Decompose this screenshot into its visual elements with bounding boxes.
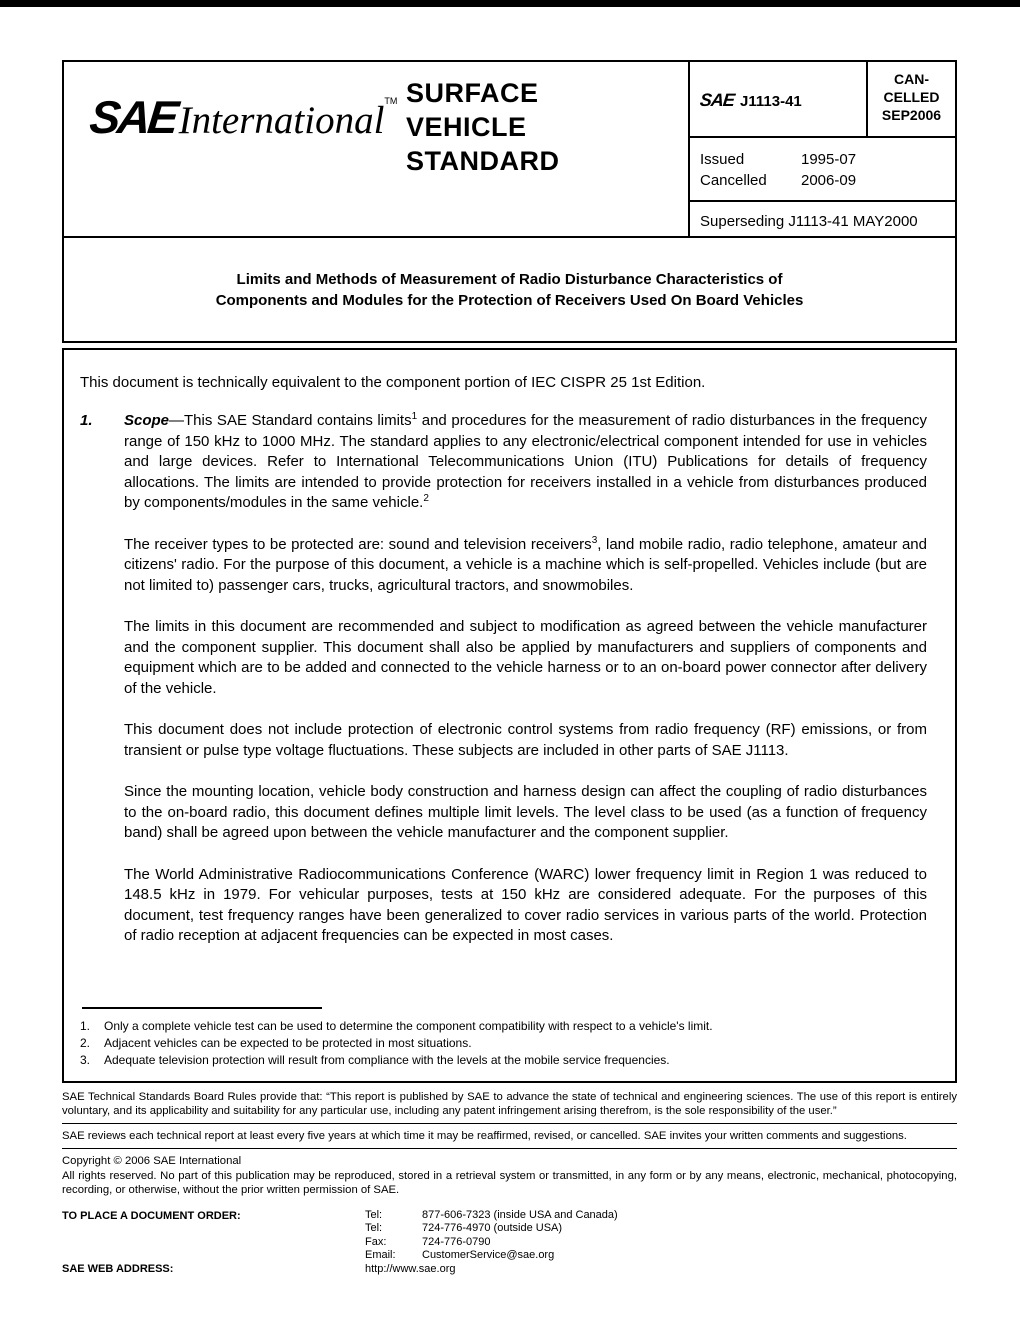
scope-text: This SAE Standard contains limits xyxy=(184,412,412,429)
review-policy-text: SAE reviews each technical report at least every five years at which time it may be reaffirmed, revised, or cancelled. SAE invites your written comments and suggestions. xyxy=(62,1130,907,1142)
contact-row xyxy=(365,1209,957,1222)
order-labels-column xyxy=(62,1209,365,1276)
board-rules-text: SAE Technical Standards Board Rules provide that: “This report is published by SAE to advance the state of technical and engineering sciences. The use of this report is entirely voluntary, and its applicability and suitability for any particular use, including any patent infringement arising therefrom, is the sole responsibility of the user.” xyxy=(62,1091,957,1117)
document-header xyxy=(62,60,957,238)
sae-logo-text: SAE xyxy=(87,91,179,143)
cancelled-stamp-line: CELLED xyxy=(883,89,940,105)
web-address-url: http://www.sae.org xyxy=(365,1262,456,1275)
body-paragraph: Since the mounting location, vehicle body construction and harness design can affect the coupling of radio disturbances to the on-board radio, this document defines multiple limit levels. The level class to be used (as a function of frequency band) shall be agreed upon between the vehicle manufacturer and the component supplier. xyxy=(124,783,927,841)
cancelled-label: Cancelled xyxy=(700,172,767,189)
footer-divider xyxy=(62,1148,957,1149)
issued-row xyxy=(700,149,955,170)
rights-text: All rights reserved. No part of this publication may be reproduced, stored in a retrieval system or transmitted, in any form or by any means, electronic, mechanical, photocopying, recording, or otherwise, without the prior written permission of SAE. xyxy=(62,1170,957,1196)
document-number-text: J1113-41 xyxy=(740,93,802,110)
web-address-label: SAE WEB ADDRESS: xyxy=(62,1263,174,1276)
footer-divider xyxy=(62,1123,957,1124)
footnote-number: 2. xyxy=(80,1036,91,1050)
header-left-panel xyxy=(64,62,688,236)
trademark-symbol: TM xyxy=(384,96,398,106)
body-paragraph: The limits in this document are recommended and subject to modification as agreed between the vehicle manufacturer and the component supplier. This document shall also be applied by manufacturers and suppliers of components and equipment which are to be added and connected to the vehicle harness or to an on-board power connector after delivery of the vehicle. xyxy=(124,618,927,697)
contact-label: Fax: xyxy=(365,1235,387,1248)
document-page xyxy=(62,60,957,1083)
footnote-item xyxy=(80,1035,927,1052)
scope-text: and procedures for the measurement of radio disturbances in the frequency range of 150 kHz to 1000 MHz. The standard applies to any electronic/electrical component intended for use in vehicles and large devices. Refer to International Telecommunications Union (ITU) Publications for details of frequency allocations. The limits are intended to provide protection for receivers installed in a vehicle from disturbances produced by components/modules in the same vehicle. xyxy=(124,412,927,511)
sae-logo-small: SAE xyxy=(699,90,736,110)
sae-logo-international: International xyxy=(178,99,385,142)
footnote-divider xyxy=(82,1007,322,1009)
contact-label: Tel: xyxy=(365,1209,383,1221)
page-top-edge xyxy=(0,0,1020,7)
scope-paragraph xyxy=(80,411,927,514)
document-number xyxy=(690,62,866,136)
body-paragraph xyxy=(124,535,927,597)
body-paragraph: The World Administrative Radiocommunications Conference (WARC) lower frequency limit in Region 1 was reduced to 148.5 kHz in 1979. For vehicular purposes, tests at 150 kHz are considered adequate. For the purposes of this document, test frequency ranges have been generalized to cover radio services in various parts of the world. Protection of radio reception at adjacent frequencies can be expected in most cases. xyxy=(124,865,927,944)
paragraph-text: , land mobile radio, radio telephone, amateur and citizens' radio. For the purpose of this document, a vehicle is a machine which is self-propelled. Vehicles include (but are not limited to) passenger cars, trucks, agricultural tractors, and snowmobiles. xyxy=(124,535,927,594)
page-footer xyxy=(62,1090,957,1276)
cancelled-stamp-line: SEP2006 xyxy=(881,107,942,123)
footnotes-section xyxy=(80,1007,927,1069)
cancelled-date: 2006-09 xyxy=(801,172,857,189)
document-order-section xyxy=(62,1209,957,1276)
paragraph-text: The receiver types to be protected are: sound and television receivers xyxy=(124,535,592,553)
contact-value: 877-606-7323 (inside USA and Canada) xyxy=(422,1209,618,1221)
contact-label: Email: xyxy=(365,1249,396,1262)
contact-value: 724-776-4970 (outside USA) xyxy=(422,1222,563,1235)
footnote-text: Adjacent vehicles can be expected to be protected in most situations. xyxy=(104,1036,472,1050)
section-heading: Scope xyxy=(124,412,170,429)
document-type-line: SURFACE xyxy=(406,78,539,108)
contact-value: 724-776-0790 xyxy=(422,1235,491,1248)
sae-logo xyxy=(87,72,406,144)
superseding-note: Superseding J1113-41 MAY2000 xyxy=(700,213,918,230)
footnote-ref-3: 3 xyxy=(591,534,598,546)
footnote-ref-1: 1 xyxy=(411,411,418,422)
document-title-line: Limits and Methods of Measurement of Radio Disturbance Characteristics of xyxy=(236,270,783,288)
section-number: 1. xyxy=(80,412,93,429)
contact-label: Tel: xyxy=(365,1222,383,1235)
footnote-text: Adequate television protection will result from compliance with the levels at the mobile service frequencies. xyxy=(104,1053,670,1067)
order-label: TO PLACE A DOCUMENT ORDER: xyxy=(62,1210,241,1222)
contact-value: CustomerService@sae.org xyxy=(422,1249,555,1262)
contact-row xyxy=(365,1249,957,1262)
issue-dates xyxy=(690,138,955,202)
footnote-item xyxy=(80,1018,927,1035)
cancelled-stamp xyxy=(866,62,955,136)
footnote-number: 1. xyxy=(80,1019,91,1033)
document-body xyxy=(62,348,957,1083)
document-type-title xyxy=(406,72,560,178)
footnote-number: 3. xyxy=(80,1053,91,1067)
document-number-row xyxy=(690,62,955,138)
contact-list xyxy=(365,1209,957,1276)
header-right-panel xyxy=(688,62,955,236)
cancelled-stamp-line: CAN- xyxy=(894,71,929,87)
copyright-text: Copyright © 2006 SAE International xyxy=(62,1155,242,1167)
heading-dash: — xyxy=(169,412,185,429)
document-title-line: Components and Modules for the Protection of Receivers Used On Board Vehicles xyxy=(215,291,804,309)
footnote-ref-2: 2 xyxy=(423,493,429,504)
equivalence-note: This document is technically equivalent to the component portion of IEC CISPR 25 1st Edition. xyxy=(80,374,706,391)
document-type-line: STANDARD xyxy=(406,146,560,176)
document-type-line: VEHICLE xyxy=(406,112,527,142)
body-paragraph: This document does not include protection of electronic control systems from radio frequency (RF) emissions, or from transient or pulse type voltage fluctuations. These subjects are included in other parts of SAE J1113. xyxy=(124,721,927,759)
footnote-text: Only a complete vehicle test can be used to determine the component compatibility with respect to a vehicle's limit. xyxy=(104,1019,713,1033)
issued-date: 1995-07 xyxy=(801,151,857,168)
document-title xyxy=(62,236,957,343)
cancelled-row xyxy=(700,170,955,191)
contact-row xyxy=(365,1222,957,1235)
issued-label: Issued xyxy=(700,151,745,168)
contact-row xyxy=(365,1236,957,1249)
footnote-item xyxy=(80,1052,927,1069)
